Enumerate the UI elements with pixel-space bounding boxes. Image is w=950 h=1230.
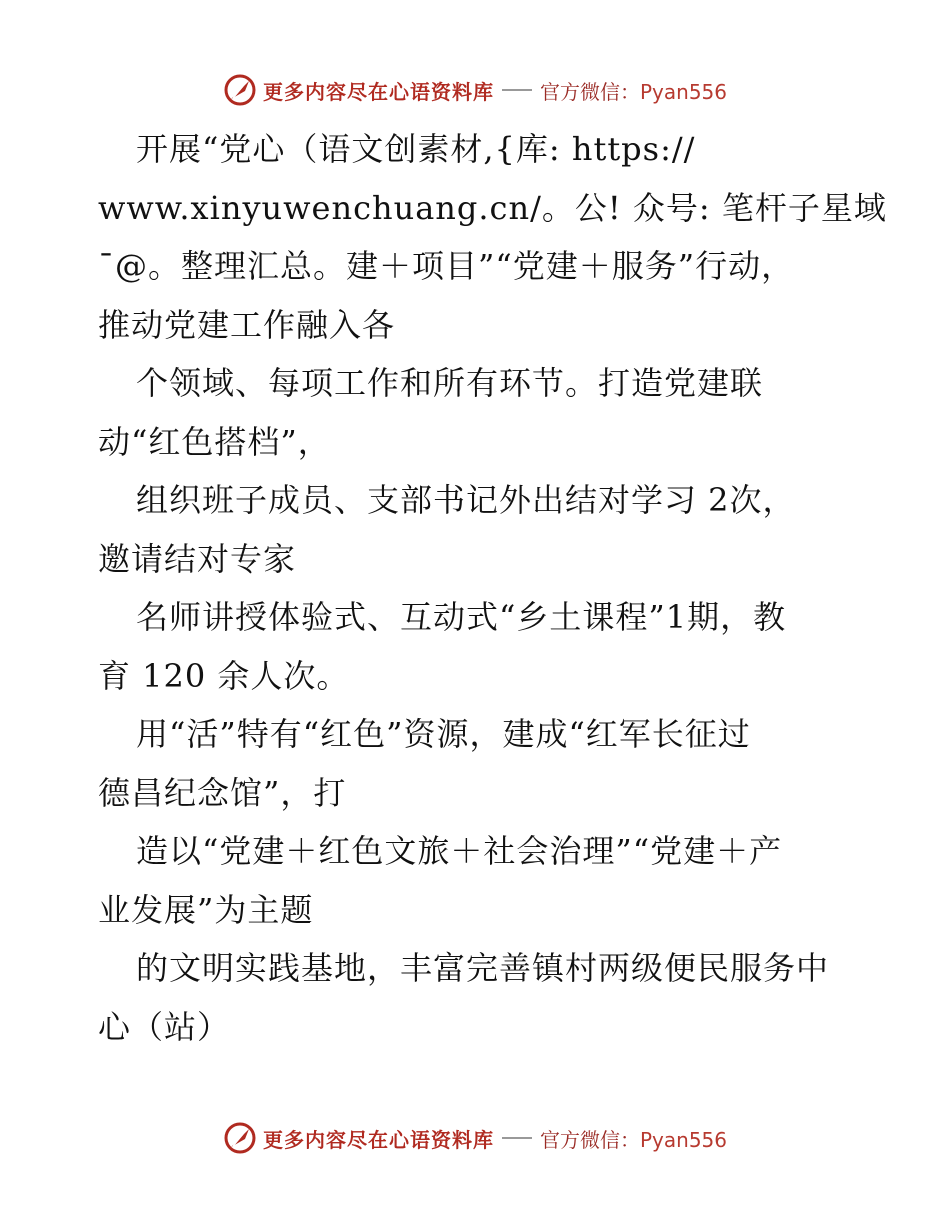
- body-line-4: 推动党建工作融入各: [98, 305, 396, 344]
- banner-wechat: [540, 1124, 727, 1153]
- banner-separator: [502, 89, 532, 91]
- wechat-label: 官方微信：: [539, 1127, 640, 1152]
- body-line-10: 育 120 余人次。: [98, 656, 350, 695]
- quill-logo-icon: [223, 73, 257, 107]
- banner-separator: [502, 1137, 532, 1139]
- body-line-13: 造以“党建＋红色文旅＋社会治理”“党建＋产: [136, 832, 783, 870]
- body-line-12: 德昌纪念馆”，打: [98, 773, 347, 812]
- quill-logo-icon: [223, 1121, 257, 1155]
- wechat-label: 官方微信：: [539, 79, 640, 104]
- wechat-id: Pyan556: [639, 1127, 727, 1152]
- banner-brand-text: 更多内容尽在心语资料库: [262, 1127, 494, 1152]
- body-line-7: 组织班子成员、支部书记外出结对学习 2次，: [136, 481, 796, 519]
- body-line-16: 心（站）: [98, 1007, 231, 1046]
- body-line-15: 的文明实践基地，丰富完善镇村两级便民服务中: [136, 949, 830, 987]
- body-line-14: 业发展”为主题: [98, 890, 314, 929]
- body-line-1: 开展“党心（语文创素材,{库: https://: [136, 130, 696, 168]
- footer-banner: [0, 1118, 950, 1158]
- banner-wechat: [540, 76, 727, 105]
- body-line-8: 邀请结对专家: [98, 539, 297, 578]
- body-line-5: 个领域、每项工作和所有环节。打造党建联: [136, 364, 764, 402]
- body-line-11: 用“活”特有“红色”资源，建成“红军长征过: [136, 715, 751, 753]
- wechat-id: Pyan556: [639, 79, 727, 104]
- body-line-9: 名师讲授体验式、互动式“乡土课程”1期，教: [136, 598, 787, 636]
- body-line-6: 动“红色搭档”，: [98, 422, 331, 461]
- banner-brand-text: 更多内容尽在心语资料库: [262, 79, 494, 104]
- body-line-2: www.xinyuwenchuang.cn/。公! 众号: 笔杆子星域: [98, 188, 887, 227]
- header-banner: [0, 70, 950, 110]
- document-body: [98, 120, 887, 1056]
- body-line-3: ¯@。整理汇总。建＋项目”“党建＋服务”行动，: [98, 247, 795, 285]
